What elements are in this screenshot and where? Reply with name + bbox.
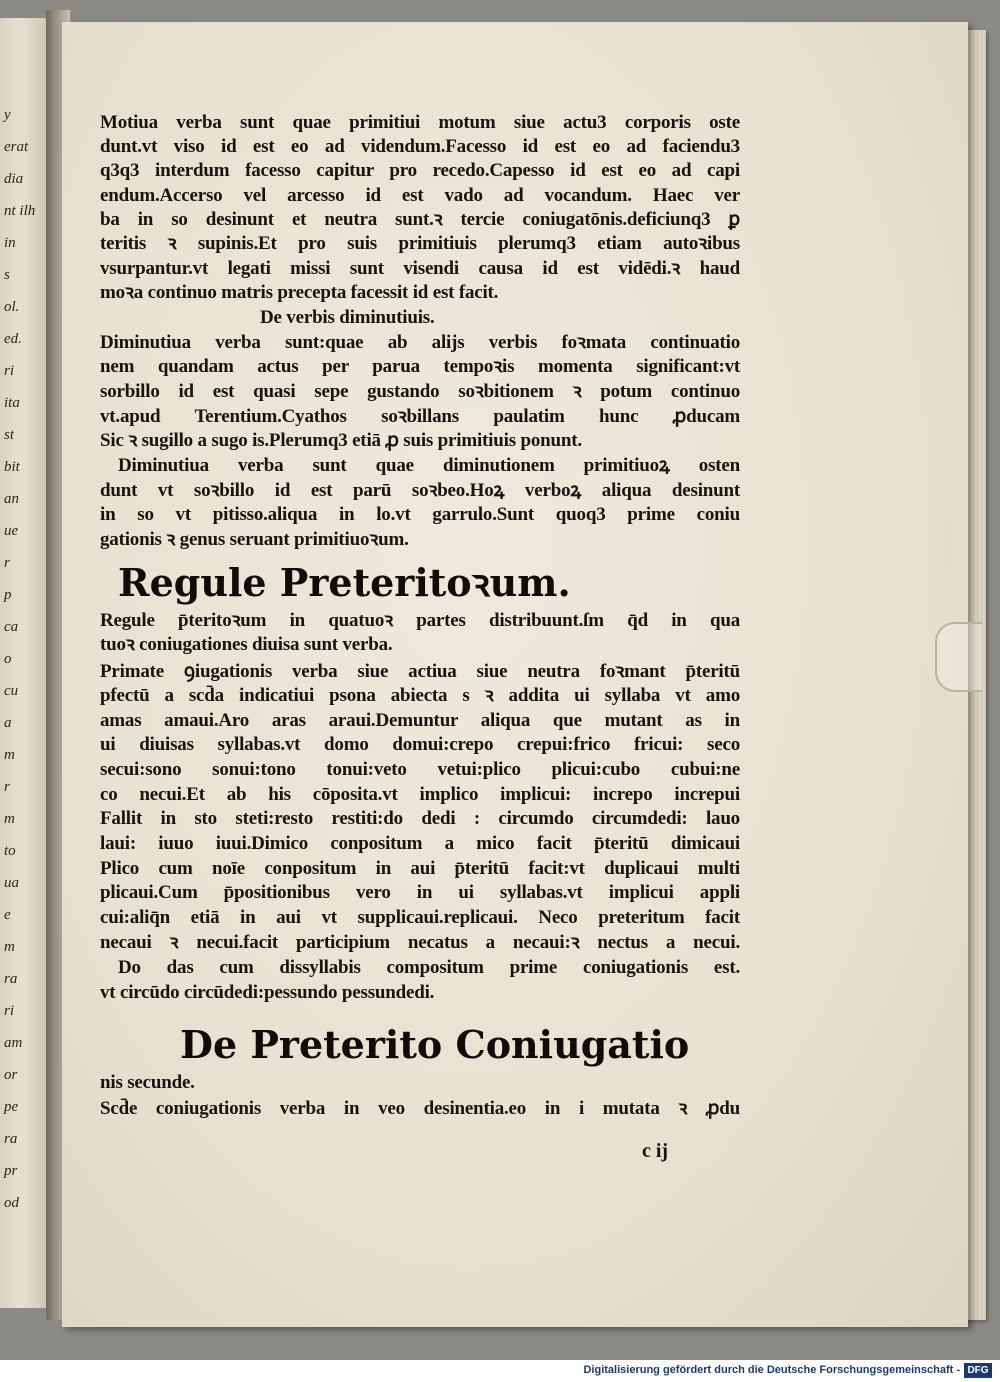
text-line: Fallit in sto steti:resto restiti:do dedi : circumdo circumdedi: lauo <box>100 808 740 829</box>
text-line: Diminutiua verba sunt:quae ab alijs verbis foꝛmata continuatio <box>100 332 740 353</box>
text-line: plicaui.Cum p̄positionibus vero in ui syllabas.vt implicui appli <box>100 882 740 903</box>
left-page-fragment: ita <box>4 395 20 411</box>
text-line: q3q3 interdum facesso capitur pro recedo.Capesso id est eo ad capi <box>100 160 740 181</box>
text-line: Primate ꝯiugationis verba siue actiua siue neutra foꝛmant p̄teritū <box>100 661 740 682</box>
left-page-fragment: r <box>4 779 10 795</box>
left-page-fragment: p <box>4 587 12 603</box>
text-line: cui:aliq̄n etiā in aui vt supplicaui.replicaui. Neco preteritum facit <box>100 907 740 928</box>
left-page-fragment: od <box>4 1195 19 1211</box>
text-line: Scd̄e coniugationis verba in veo desinentia.eo in i mutata ꝛ ꝓdu <box>100 1098 740 1119</box>
left-page-fragment: to <box>4 843 16 859</box>
text-line: necaui ꝛ necui.facit participium necatus a necaui:ꝛ nectus a necui. <box>100 932 740 953</box>
left-page-fragment: ri <box>4 1003 15 1019</box>
left-page-fragment: a <box>4 715 12 731</box>
text-line: endum.Accerso vel arcesso id est vado ad vocandum. Haec ver <box>100 185 740 206</box>
text-line: dunt vt soꝛbillo id est parū soꝛbeo.Hoꝝ verboꝝ aliqua desinunt <box>100 480 740 501</box>
text-line: nem quandam actus per parua tempoꝛis momenta significant:vt <box>100 356 740 377</box>
left-page-fragment: pr <box>4 1163 18 1179</box>
footer-bar <box>0 1360 1000 1382</box>
left-page-fragment: ol. <box>4 299 20 315</box>
left-page-fragment: am <box>4 1035 23 1051</box>
left-page-fragment: ua <box>4 875 19 891</box>
heading-regule: Regule Preteritoꝛum. <box>118 560 571 605</box>
left-page-fragment: ra <box>4 971 18 987</box>
left-page-fragment: ed. <box>4 331 22 347</box>
left-page-fragment: nt ilh <box>4 203 36 219</box>
text-line: tuoꝛ coniugationes diuisa sunt verba. <box>100 634 393 655</box>
left-page-fragment: s <box>4 267 10 283</box>
text-line: amas amaui.Aro aras araui.Demuntur aliqua que mutant as in <box>100 710 740 731</box>
heading-preterito: De Preterito Coniugatio <box>180 1022 690 1067</box>
text-line: Do das cum dissyllabis compositum prime coniugationis est. <box>118 957 740 978</box>
text-line: laui: iuuo iuui.Dimico conpositum a mico facit p̄teritū dimicaui <box>100 833 740 854</box>
text-line: ba in so desinunt et neutra sunt.ꝛ tercie coniugatōnis.deficiunq3 ꝑ <box>100 209 740 230</box>
page-clip <box>935 622 982 692</box>
left-page-fragment: ri <box>4 363 15 379</box>
left-page-fragment: dia <box>4 171 24 187</box>
left-page-edge <box>0 18 48 1308</box>
left-page-fragment: o <box>4 651 12 667</box>
text-line: Diminutiua verba sunt quae diminutionem primitiuoꝝ osten <box>118 455 740 476</box>
left-page-fragment: an <box>4 491 19 507</box>
text-line: Plico cum noīe conpositum in aui p̄teritū facit:vt duplicaui multi <box>100 858 740 879</box>
footer-credit: Digitalisierung gefördert durch die Deutsche Forschungsgemeinschaft - <box>583 1364 960 1376</box>
text-line: co necui.Et ab his cōposita.vt implico implicui: increpo increpui <box>100 784 740 805</box>
text-line: dunt.vt viso id est eo ad videndum.Facesso id est eo ad faciendu3 <box>100 136 740 157</box>
signature-mark: c ij <box>642 1140 669 1162</box>
left-page-fragment: bit <box>4 459 20 475</box>
text-line: secui:sono sonui:tono tonui:veto vetui:plico plicui:cubo cubui:ne <box>100 759 740 780</box>
text-line: pfectū a scd̄a indicatiui psona abiecta s ꝛ addita ui syllaba vt amo <box>100 685 740 706</box>
text-line: vsurpantur.vt legati missi sunt visendi causa id est vidēdi.ꝛ haud <box>100 258 740 279</box>
left-page-fragment: y <box>4 107 11 123</box>
text-line: teritis ꝛ supinis.Et pro suis primitiuis plerumq3 etiam autoꝛibus <box>100 233 740 254</box>
text-line: ui diuisas syllabas.vt domo domui:crepo crepui:frico fricui: seco <box>100 734 740 755</box>
left-page-fragment: ue <box>4 523 19 539</box>
text-line: nis secunde. <box>100 1072 195 1093</box>
left-page-fragment: pe <box>4 1099 19 1115</box>
left-page-fragment: m <box>4 939 15 955</box>
section-subheading: De verbis diminutiuis. <box>260 307 435 328</box>
text-line: in so vt pitisso.aliqua in lo.vt garrulo.Sunt quoq3 prime coniu <box>100 504 740 525</box>
left-page-fragment: or <box>4 1067 18 1083</box>
text-line: Motiua verba sunt quae primitiui motum siue actu3 corporis oste <box>100 112 740 133</box>
text-line: vt.apud Terentium.Cyathos soꝛbillans paulatim hunc ꝓducam <box>100 406 740 427</box>
text-line: Sic ꝛ sugillo a sugo is.Plerumq3 etiā ꝓ suis primitiuis ponunt. <box>100 430 582 451</box>
left-page-fragment: in <box>4 235 16 251</box>
left-page-fragment: m <box>4 811 15 827</box>
left-page-fragment: m <box>4 747 15 763</box>
left-page-fragment: r <box>4 555 10 571</box>
left-page-fragment: ra <box>4 1131 18 1147</box>
left-page-fragment: e <box>4 907 11 923</box>
left-page-fragment: st <box>4 427 15 443</box>
dfg-logo: DFG <box>964 1363 992 1378</box>
left-page-fragment: erat <box>4 139 29 155</box>
text-line: Regule p̄teritoꝛum in quatuoꝛ partes distribuunt.ſm q̄d in qua <box>100 610 740 631</box>
left-page-fragment: ca <box>4 619 19 635</box>
text-line: gationis ꝛ genus seruant primitiuoꝛum. <box>100 529 409 550</box>
text-line: vt circūdo circūdedi:pessundo pessundedi. <box>100 982 435 1003</box>
text-line: moꝛa continuo matris precepta facessit id est facit. <box>100 282 499 303</box>
text-line: sorbillo id est quasi sepe gustando soꝛbitionem ꝛ potum continuo <box>100 381 740 402</box>
left-page-fragment: cu <box>4 683 19 699</box>
